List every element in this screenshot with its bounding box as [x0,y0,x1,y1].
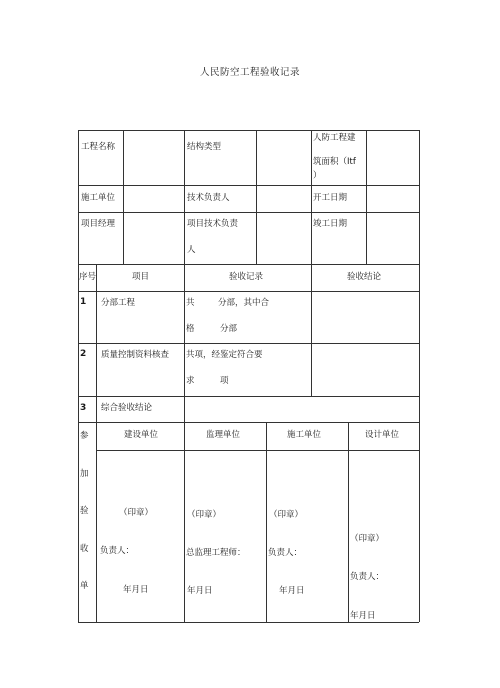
structure-type-label: 结构类型 [187,142,222,152]
document-title: 人民防空工程验收记录 [199,67,300,78]
side-label-char-1: 参 [80,431,89,441]
side-label-char-4: 收 [80,544,89,554]
designer-person: 负责人： [350,572,385,582]
completion-date-label: 竣工日期 [313,219,348,229]
row1-number: 1 [80,297,87,307]
designer-seal: （印章） [350,534,385,544]
owner-date: 年月日 [123,585,149,595]
row2-record-line2-b: 项 [220,376,229,386]
contractor-person: 负责人： [268,548,303,558]
row2-number: 2 [80,349,87,359]
contractor-seal: （印章） [269,510,304,520]
row1-record-line2-b: 分部 [220,324,238,334]
unit-owner-name: 建设单位 [124,430,159,440]
owner-seal: （印章） [119,508,154,518]
civil-defense-area-label-line1: 人防工程建 [313,133,356,143]
side-label-char-2: 加 [80,469,89,479]
project-name-label: 工程名称 [81,142,116,152]
header-item: 项目 [132,272,150,282]
unit-supervisor-name: 监理单位 [206,430,241,440]
row1-record-line1-b: 分部，其中合 [218,298,270,308]
row2-item: 质量控制资料核查 [101,350,170,360]
unit-designer-name: 设计单位 [365,430,400,440]
supervisor-person: 总监理工程师： [186,548,246,558]
header-seq: 序号 [79,272,97,282]
tech-lead-label: 技术负责人 [187,193,230,203]
row1-item: 分部工程 [101,298,136,308]
header-record: 验收记录 [229,272,264,282]
project-tech-lead-label-line2: 人 [187,245,196,255]
civil-defense-area-label-line3: ） [313,171,322,181]
designer-date: 年月日 [350,611,376,621]
unit-contractor-name: 施工单位 [287,430,322,440]
start-date-label: 开工日期 [313,193,348,203]
side-label-char-5: 单 [80,581,89,591]
supervisor-date: 年月日 [187,586,213,596]
project-manager-label: 项目经理 [81,219,116,229]
project-tech-lead-label-line1: 项目技术负责 [187,219,239,229]
contractor-date: 年月日 [279,586,305,596]
row2-record-line1: 共项，经鉴定符合要 [186,350,263,360]
civil-defense-area-label-line2: 筑面积（Itf [313,157,356,167]
owner-person: 负责人： [100,546,135,556]
row1-record-line1-a: 共 [186,298,195,308]
contractor-label: 施工单位 [81,193,116,203]
supervisor-seal: （印章） [187,510,222,520]
row2-record-line2-a: 求 [186,376,195,386]
header-conclusion: 验收结论 [347,272,382,282]
row3-item: 综合验收结论 [101,403,153,413]
row1-record-line2-a: 格 [186,324,195,334]
side-label-char-3: 验 [80,506,89,516]
row3-number: 3 [80,403,87,413]
